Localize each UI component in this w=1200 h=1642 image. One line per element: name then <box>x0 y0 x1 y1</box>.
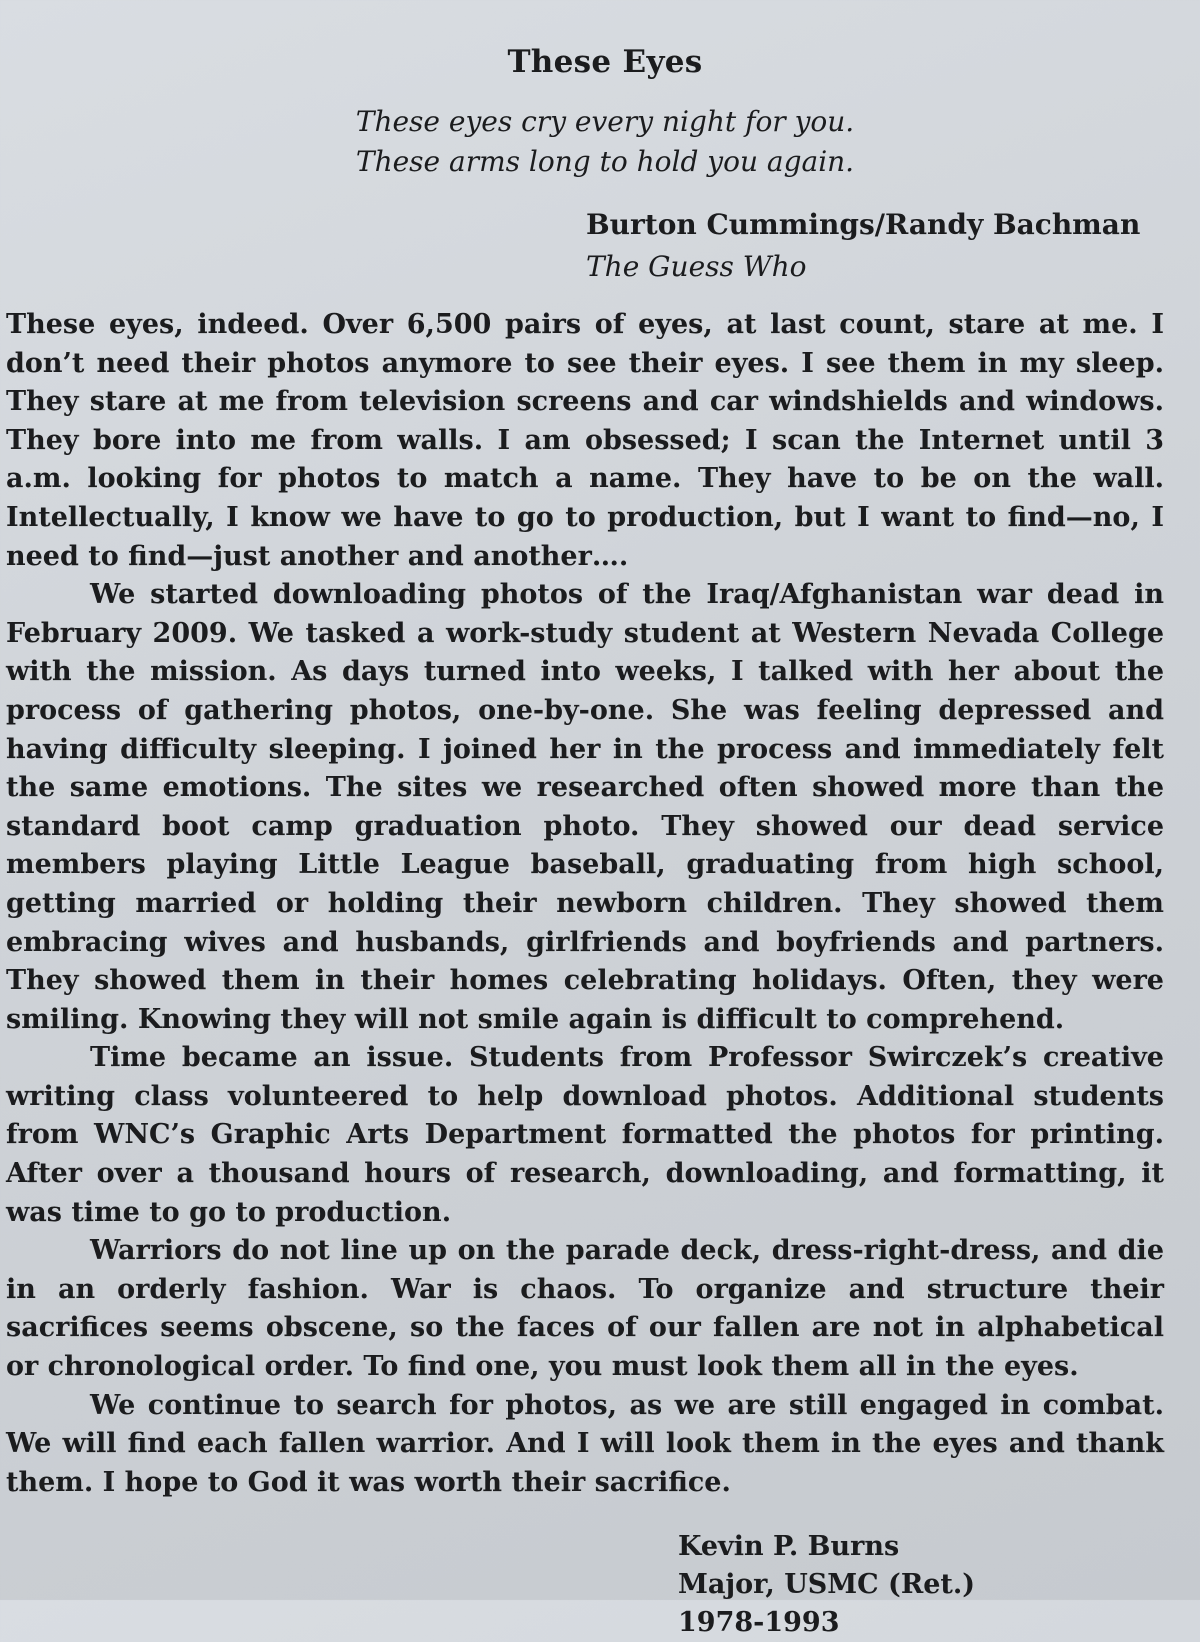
body-text <box>6 306 1164 1502</box>
signature-rank: Major, USMC (Ret.) <box>678 1569 976 1601</box>
epigraph-attribution <box>586 204 1164 288</box>
signature-name: Kevin P. Burns <box>678 1531 900 1563</box>
epigraph-line-2: These arms long to hold you again. <box>355 145 855 178</box>
paragraph-5: We continue to search for photos, as we are still engaged in combat. We will find each fallen warrior. And I will look them in the eyes and thank them. I hope to God it was worth their sacrifice. <box>6 1389 1164 1498</box>
attribution-band: The Guess Who <box>586 250 807 283</box>
paragraph-1: These eyes, indeed. Over 6,500 pairs of eyes, at last count, stare at me. I don’t need their photos anymore to see their eyes. I see them in my sleep. They stare at me from television screens and car windshields and windows. They bore into me from walls. I am obsessed; I scan the Internet until 3 a.m. looking for photos to match a name. They have to be on the wall. Intellectually, I know we have to go to production, but I want to find—no, I need to find—just another and another…. <box>6 309 1164 572</box>
paragraph-4: Warriors do not line up on the parade deck, dress-right-dress, and die in an orderly fashion. War is chaos. To organize and structure their sacrifices seems obscene, so the faces of our fallen are not in alphabetical or chronological order. To find one, you must look them all in the eyes. <box>6 1235 1164 1383</box>
signature-block <box>678 1528 1164 1642</box>
attribution-authors: Burton Cummings/Randy Bachman <box>586 208 1141 241</box>
paragraph-2: We started downloading photos of the Iraq/Afghanistan war dead in February 2009. We tasked a work-study student at Western Nevada College with the mission. As days turned into weeks, I talked with her about the process of gathering photos, one-by-one. She was feeling depressed and having difficulty sleeping. I joined her in the process and immediately felt the same emotions. The sites we researched often showed more than the standard boot camp graduation photo. They showed our dead service members playing Little League baseball, graduating from high school, getting married or holding their newborn children. They showed them embracing wives and husbands, girlfriends and boyfriends and partners. They showed them in their homes celebrating holidays. Often, they were smiling. Knowing they will not smile again is difficult to comprehend. <box>6 579 1164 1035</box>
epigraph <box>6 102 1164 182</box>
signature-years: 1978-1993 <box>678 1607 840 1639</box>
page-title: These Eyes <box>507 44 703 80</box>
paragraph-3: Time became an issue. Students from Professor Swirczek’s creative writing class volunteered to help download photos. Additional students from WNC’s Graphic Arts Department formatted the photos for printing. After over a thousand hours of research, downloading, and formatting, it was time to go to production. <box>6 1042 1164 1228</box>
epigraph-line-1: These eyes cry every night for you. <box>355 105 855 138</box>
